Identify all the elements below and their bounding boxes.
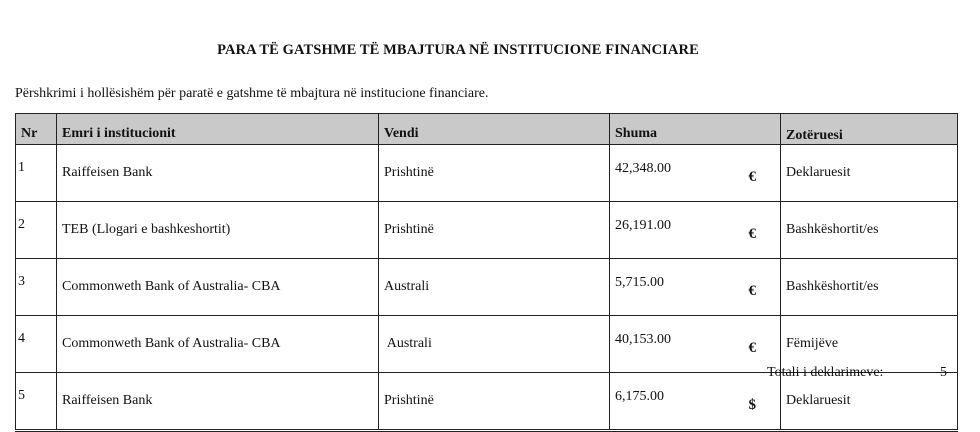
country-name: Prishtinë: [379, 202, 610, 259]
institution-name: TEB (Llogari e bashkeshortit): [57, 202, 379, 259]
document-title: PARA TË GATSHME TË MBAJTURA NË INSTITUCIONE FINANCIARE: [217, 42, 699, 58]
amount-value: 6,175.00: [615, 389, 664, 404]
table-row: [16, 373, 958, 431]
country-name: Australi: [379, 316, 610, 373]
row-number: 5: [16, 373, 57, 431]
row-number: 4: [16, 316, 57, 373]
country-name: Prishtinë: [379, 145, 610, 202]
amount-cell: [610, 373, 781, 431]
amount-cell: [610, 145, 781, 202]
currency-symbol: €: [748, 339, 756, 356]
row-number: 1: [16, 145, 57, 202]
country-name: Australi: [379, 259, 610, 316]
row-number: 2: [16, 202, 57, 259]
country-name: Prishtinë: [379, 373, 610, 431]
table-row: [16, 259, 958, 316]
total-value: 5: [940, 365, 947, 380]
header-row: [16, 114, 958, 145]
owner-name: Fëmijëve: [781, 316, 958, 373]
currency-symbol: €: [748, 282, 756, 299]
currency-symbol: $: [748, 396, 756, 413]
amount-value: 26,191.00: [615, 218, 671, 233]
currency-symbol: €: [748, 225, 756, 242]
header-amount: Shuma: [610, 114, 781, 145]
institution-name: Raiffeisen Bank: [57, 145, 379, 202]
table-row: [16, 202, 958, 259]
amount-value: 5,715.00: [615, 275, 664, 290]
amount-value: 40,153.00: [615, 332, 671, 347]
table-row: [16, 145, 958, 202]
amount-cell: [610, 202, 781, 259]
total-label: Totali i deklarimeve:: [767, 365, 884, 380]
institution-name: Raiffeisen Bank: [57, 373, 379, 431]
owner-name: Bashkëshortit/es: [781, 259, 958, 316]
amount-cell: [610, 316, 781, 373]
owner-name: Deklaruesit: [781, 373, 958, 431]
table-body: [16, 145, 958, 431]
table-header: [16, 114, 958, 145]
institution-name: Commonweth Bank of Australia- CBA: [57, 259, 379, 316]
header-institution: Emri i institucionit: [57, 114, 379, 145]
currency-symbol: €: [748, 168, 756, 185]
declarations-total: [767, 365, 947, 381]
description-text: Përshkrimi i hollësishëm për paratë e gatshme të mbajtura në institucione financiare.: [15, 86, 489, 101]
header-owner: Zotëruesi: [781, 114, 958, 145]
financial-institutions-table: [15, 113, 958, 432]
row-number: 3: [16, 259, 57, 316]
table-row: [16, 316, 958, 373]
header-country: Vendi: [379, 114, 610, 145]
amount-value: 42,348.00: [615, 161, 671, 176]
owner-name: Bashkëshortit/es: [781, 202, 958, 259]
header-nr: Nr: [16, 114, 57, 145]
institution-name: Commonweth Bank of Australia- CBA: [57, 316, 379, 373]
amount-cell: [610, 259, 781, 316]
owner-name: Deklaruesit: [781, 145, 958, 202]
